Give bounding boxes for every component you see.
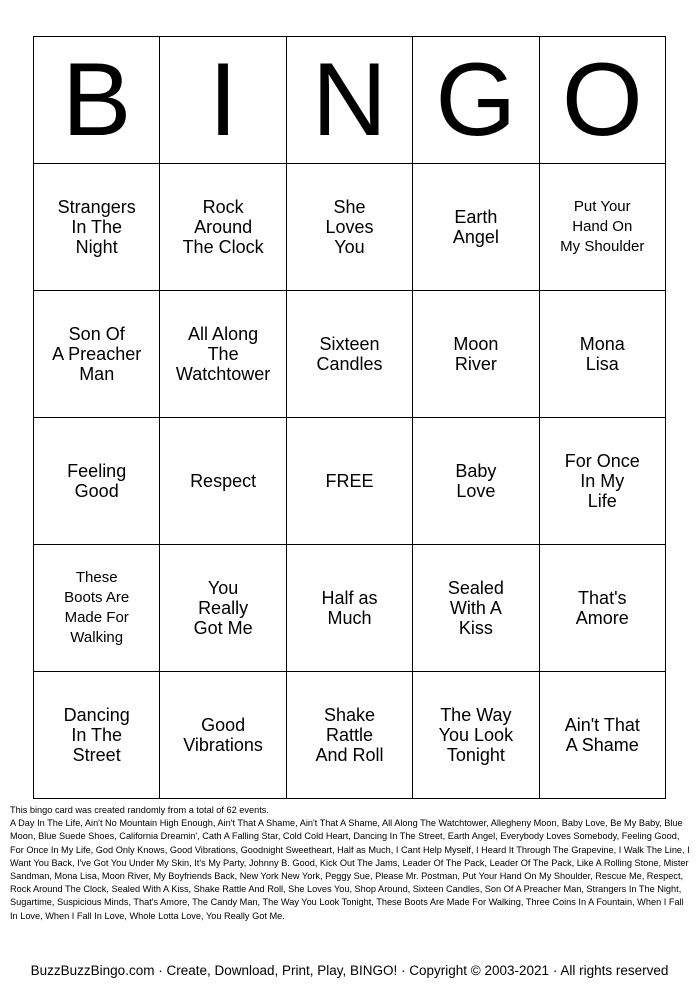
bingo-cell bbox=[539, 418, 665, 545]
bingo-cell bbox=[413, 418, 539, 545]
bingo-cell bbox=[34, 545, 160, 672]
card-generation-note: This bingo card was created randomly from a total of 62 events. bbox=[10, 805, 269, 815]
header-letter-o: O bbox=[539, 37, 665, 164]
free-space-text: FREE bbox=[325, 471, 374, 491]
cell-text: Respect bbox=[190, 471, 257, 491]
bingo-card bbox=[33, 36, 666, 799]
bingo-cell bbox=[34, 291, 160, 418]
bingo-cell bbox=[160, 291, 286, 418]
cell-text: Earth Angel bbox=[452, 207, 499, 247]
header-letter-n: N bbox=[286, 37, 412, 164]
cell-text: For Once In My Life bbox=[564, 451, 640, 511]
bingo-cell bbox=[413, 164, 539, 291]
bingo-header-row bbox=[34, 37, 666, 164]
cell-text: You Really Got Me bbox=[193, 578, 253, 638]
cell-text: Ain't That A Shame bbox=[564, 715, 640, 755]
cell-text: Feeling Good bbox=[67, 461, 127, 501]
cell-text: Shake Rattle And Roll bbox=[315, 705, 384, 765]
bingo-row bbox=[34, 291, 666, 418]
bingo-cell bbox=[286, 291, 412, 418]
bingo-row bbox=[34, 418, 666, 545]
bingo-cell bbox=[34, 418, 160, 545]
bingo-cell bbox=[539, 545, 665, 672]
bingo-row bbox=[34, 672, 666, 799]
header-letter-g: G bbox=[413, 37, 539, 164]
bingo-cell bbox=[34, 164, 160, 291]
cell-text: Sixteen Candles bbox=[316, 334, 383, 374]
cell-text: Put Your Hand On My Shoulder bbox=[560, 198, 645, 255]
cell-text: That's Amore bbox=[575, 588, 629, 628]
cell-text: Sealed With A Kiss bbox=[447, 578, 504, 638]
cell-text: All Along The Watchtower bbox=[175, 324, 271, 384]
bingo-cell bbox=[160, 672, 286, 799]
bingo-cell bbox=[539, 672, 665, 799]
bingo-cell bbox=[34, 672, 160, 799]
cell-text: Baby Love bbox=[455, 461, 497, 501]
bingo-cell bbox=[413, 545, 539, 672]
bingo-cell bbox=[539, 164, 665, 291]
bingo-cell bbox=[413, 291, 539, 418]
bingo-cell bbox=[286, 672, 412, 799]
header-letter-i: I bbox=[160, 37, 286, 164]
bingo-cell bbox=[286, 164, 412, 291]
cell-text: Son Of A Preacher Man bbox=[52, 324, 142, 384]
footer-copyright: BuzzBuzzBingo.com · Create, Download, Print, Play, BINGO! · Copyright © 2003-2021 · All rights reserved bbox=[30, 963, 669, 978]
cell-text: These Boots Are Made For Walking bbox=[64, 569, 130, 646]
cell-text: Rock Around The Clock bbox=[182, 197, 264, 257]
cell-text: The Way You Look Tonight bbox=[438, 705, 514, 765]
card-notes bbox=[10, 804, 690, 923]
bingo-cell bbox=[413, 672, 539, 799]
cell-text: Moon River bbox=[453, 334, 499, 374]
bingo-cell bbox=[286, 545, 412, 672]
bingo-cell bbox=[160, 164, 286, 291]
cell-text: Mona Lisa bbox=[579, 334, 625, 374]
cell-text: Strangers In The Night bbox=[57, 197, 136, 257]
events-list: A Day In The Life, Ain't No Mountain High Enough, Ain't That A Shame, Ain't That A Shame, All Along The Watchtower, Allegheny Moon, Baby Love, Be My Baby, Blue Moon, Blue Suede Shoes, California Dreamin', Cath A Falling Star, Cold Cold Heart, Dancing In The Street, Earth Angel, Everybody Loves Somebody, Feeling Good, For Once In My Life, God Only Knows, Good Vibrations, Goodnight Sweetheart, Half as Much, I Cant Help Myself, I Heard It Through The Grapevine, I Walk The Line, I Want You Back, I've Got You Under My Skin, It's My Party, Johnny B. Good, Kick Out The Jams, Leader Of The Pack, Leader Of The Pack, Like A Rolling Stone, Mister Sandman, Mona Lisa, Moon River, My Boyfriends Back, New York New York, Peggy Sue, Please Mr. Postman, Put Your Hand On My Shoulder, Rescue Me, Respect, Rock Around The Clock, Sealed With A Kiss, Shake Rattle And Roll, She Loves You, Shop Around, Sixteen Candles, Son Of A Preacher Man, Strangers In The Night, Sugartime, Suspicious Minds, That's Amore, The Candy Man, The Way You Look Tonight, These Boots Are Made For Walking, Three Coins In A Fountain, When I Fall In Love, When I Fall In Love, Whole Lotta Love, You Really Got Me. bbox=[10, 818, 690, 921]
cell-text: Dancing In The Street bbox=[63, 705, 130, 765]
bingo-cell bbox=[160, 418, 286, 545]
bingo-row bbox=[34, 545, 666, 672]
cell-text: Good Vibrations bbox=[183, 715, 263, 755]
cell-text: She Loves You bbox=[325, 197, 374, 257]
bingo-cell bbox=[160, 545, 286, 672]
bingo-cell-free bbox=[286, 418, 412, 545]
header-letter-b: B bbox=[34, 37, 160, 164]
bingo-row bbox=[34, 164, 666, 291]
bingo-cell bbox=[539, 291, 665, 418]
cell-text: Half as Much bbox=[321, 588, 378, 628]
